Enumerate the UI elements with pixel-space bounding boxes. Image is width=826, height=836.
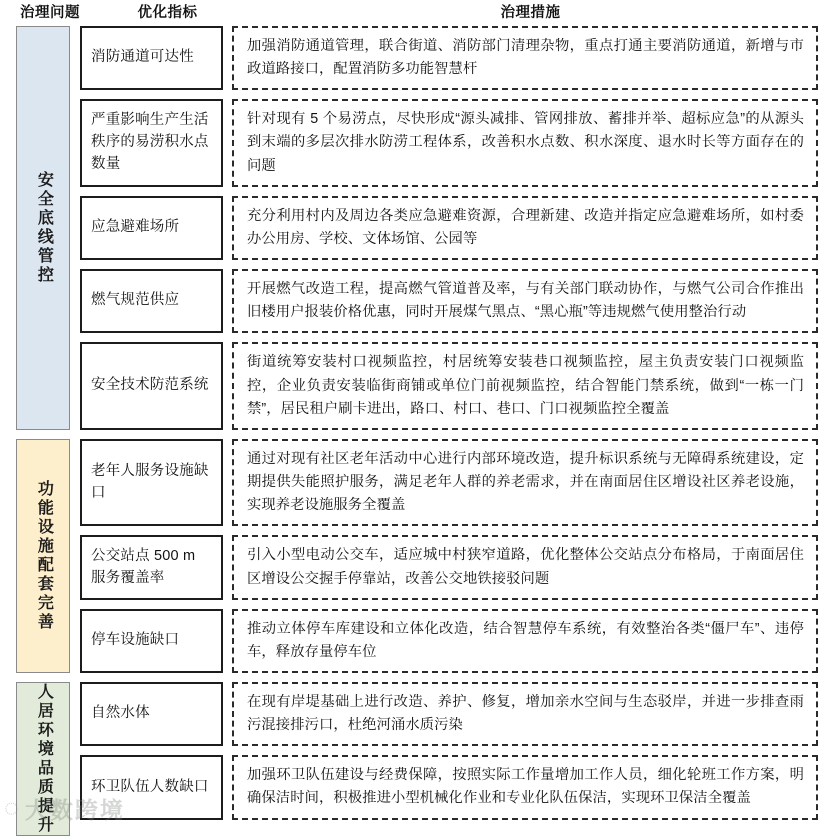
group-rows xyxy=(80,26,818,430)
measure-cell xyxy=(232,196,818,260)
measure-text: 针对现有 5 个易涝点，尽快形成“源头减排、管网排放、蓄排并举、超标应急”的从源头到末端的多层次排水防涝工程体系，改善积水点数、积水深度、退水时长等方面存在的问题 xyxy=(247,111,804,174)
indicator-label: 环卫队伍人数缺口 xyxy=(91,778,209,795)
governance-group xyxy=(8,682,818,836)
indicator-label: 消防通道可达性 xyxy=(91,49,194,66)
measure-cell xyxy=(232,755,818,819)
measure-cell xyxy=(232,342,818,429)
watermark-text: 大数跨境 xyxy=(24,797,125,823)
indicator-label: 安全技术防范系统 xyxy=(91,377,209,394)
header-indicator: 优化指标 xyxy=(137,5,198,21)
category-label: 功能设施配套完善 xyxy=(35,479,53,632)
category-cell xyxy=(16,26,70,430)
indicator-cell xyxy=(80,755,223,819)
measure-cell xyxy=(232,99,818,186)
column-header-row xyxy=(0,0,826,26)
group-rows xyxy=(80,682,818,836)
table-row xyxy=(80,26,818,90)
indicator-label: 应急避难场所 xyxy=(91,219,180,236)
measure-text: 开展燃气改造工程，提高燃气管道普及率，与有关部门联动协作，与燃气公司合作推出旧楼用户报装价格优惠，同时开展煤气黑点、“黑心瓶”等违规燃气使用整治行动 xyxy=(247,281,804,321)
header-category: 治理问题 xyxy=(20,5,80,21)
indicator-cell xyxy=(80,682,223,746)
measure-cell xyxy=(232,609,818,673)
indicator-cell xyxy=(80,609,223,673)
table-row xyxy=(80,682,818,746)
governance-group xyxy=(8,439,818,673)
table-row xyxy=(80,196,818,260)
measure-cell xyxy=(232,535,818,599)
table-row xyxy=(80,269,818,333)
measure-cell xyxy=(232,682,818,746)
indicator-label: 老年人服务设施缺口 xyxy=(91,462,209,501)
category-cell xyxy=(16,439,70,673)
table-row xyxy=(80,535,818,599)
measure-text: 通过对现有社区老年活动中心进行内部环境改造，提升标识系统与无障碍系统建设，定期提供失能照护服务，满足老年人群的养老需求，并在南面居住区增设社区养老设施，实现养老设施服务全覆盖 xyxy=(247,450,804,514)
indicator-label: 燃气规范供应 xyxy=(91,292,180,309)
governance-matrix xyxy=(0,26,826,836)
indicator-label: 停车设施缺口 xyxy=(91,631,180,648)
indicator-cell xyxy=(80,535,223,599)
table-row xyxy=(80,755,818,819)
indicator-cell xyxy=(80,439,223,526)
governance-group xyxy=(8,26,818,430)
measure-text: 引入小型电动公交车，适应城中村狭窄道路，优化整体公交站点分布格局，于南面居住区增设公交握手停靠站，改善公交地铁接驳问题 xyxy=(247,547,804,587)
indicator-cell xyxy=(80,342,223,429)
indicator-cell xyxy=(80,26,223,90)
indicator-label: 严重影响生产生活秩序的易涝积水点数量 xyxy=(91,112,209,172)
measure-text: 推动立体停车库建设和立体化改造，结合智慧停车系统，有效整治各类“僵尸车”、违停车，释放存量停车位 xyxy=(247,620,804,660)
measure-cell xyxy=(232,439,818,526)
measure-cell xyxy=(232,26,818,90)
table-row xyxy=(80,342,818,429)
table-row xyxy=(80,609,818,673)
watermark-logo-icon: ◌ xyxy=(4,794,21,822)
table-row xyxy=(80,99,818,186)
indicator-label: 公交站点 500 m 服务覆盖率 xyxy=(91,547,196,586)
indicator-cell xyxy=(80,99,223,186)
measure-text: 街道统筹安装村口视频监控，村居统筹安装巷口视频监控，屋主负责安装门口视频监控，企业负责安装临街商铺或单位门前视频监控，结合智能门禁系统，做到“一栋一门禁”，居民租户刷卡进出，路口、村口、巷口、门口视频监控全覆盖 xyxy=(247,354,804,417)
indicator-cell xyxy=(80,196,223,260)
measure-text: 加强消防通道管理，联合街道、消防部门清理杂物，重点打通主要消防通道，新增与市政道路接口，配置消防多功能智慧杆 xyxy=(247,38,804,78)
measure-text: 在现有岸堤基础上进行改造、养护、修复，增加亲水空间与生态驳岸，并进一步排查雨污混接排污口，杜绝河涌水质污染 xyxy=(247,693,804,734)
header-measure: 治理措施 xyxy=(500,5,561,21)
measure-text: 加强环卫队伍建设与经费保障，按照实际工作量增加工作人员，细化轮班工作方案，明确保洁时间，积极推进小型机械化作业和专业化队伍保洁，实现环卫保洁全覆盖 xyxy=(247,767,804,807)
table-row xyxy=(80,439,818,526)
category-label: 安全底线管控 xyxy=(35,170,53,285)
indicator-cell xyxy=(80,269,223,333)
measure-text: 充分利用村内及周边各类应急避难资源，合理新建、改造并指定应急避难场所，如村委办公用房、学校、文体场馆、公园等 xyxy=(247,207,804,247)
group-rows xyxy=(80,439,818,673)
indicator-label: 自然水体 xyxy=(91,705,150,722)
category-cell xyxy=(16,682,70,836)
category-label: 人居环境品质提升 xyxy=(35,682,53,835)
measure-cell xyxy=(232,269,818,333)
